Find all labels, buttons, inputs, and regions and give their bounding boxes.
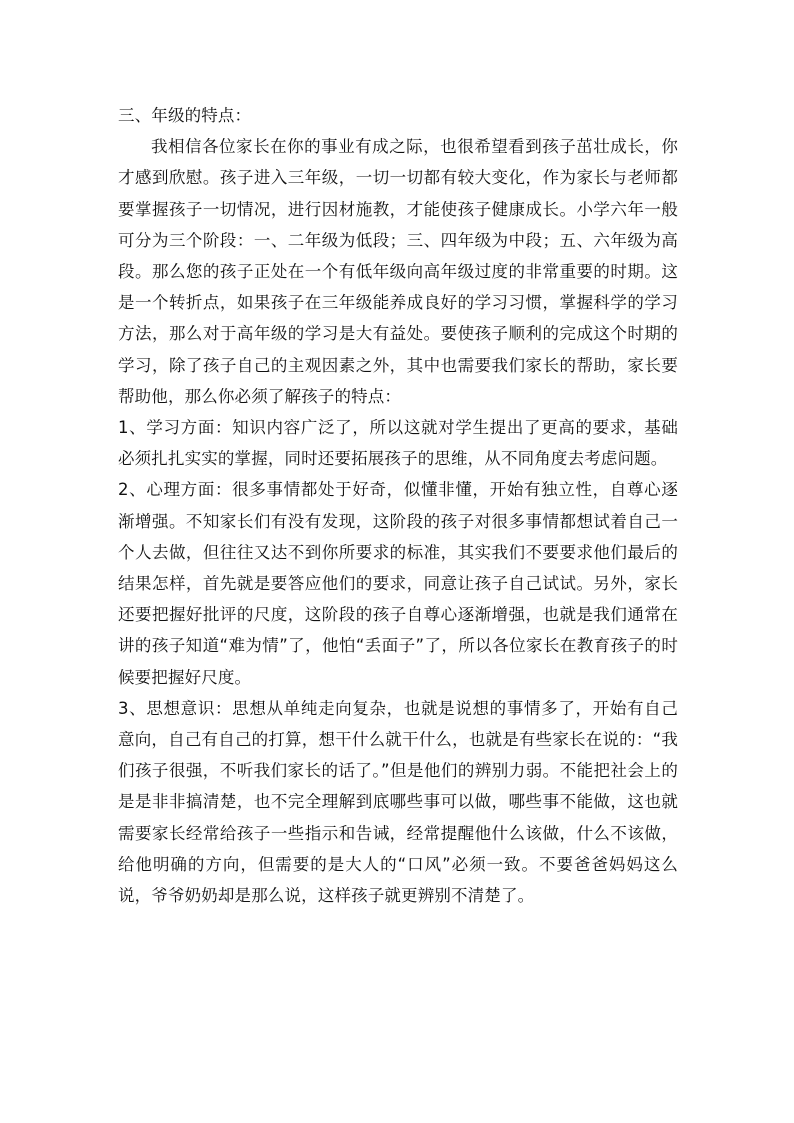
psychology-aspect-paragraph: 2、心理方面：很多事情都处于好奇，似懂非懂，开始有独立性，自尊心逐渐增强。不知家长们有没有发现，这阶段的孩子对很多事情都想试着自己一个人去做，但往往又达不到你所要求的标准，其实我们不要要求他们最后的结果怎样，首先就是要答应他们的要求，同意让孩子自己试试。另外，家长还要把握好批评的尺度，这阶段的孩子自尊心逐渐增强，也就是我们通常在讲的孩子知道“难为情”了，他怕“丢面子”了，所以各位家长在教育孩子的时候要把握好尺度。 [118,480,678,687]
document-body [118,100,678,911]
study-aspect-paragraph: 1、学习方面：知识内容广泛了，所以这就对学生提出了更高的要求，基础必须扎扎实实的掌握，同时还要拓展孩子的思维，从不同角度去考虑问题。 [118,418,678,469]
section-heading: 三、年级的特点： [118,106,252,125]
thinking-aspect-paragraph: 3、思想意识：思想从单纯走向复杂，也就是说想的事情多了，开始有自己意向，自己有自己的打算，想干什么就干什么，也就是有些家长在说的：“我们孩子很强，不听我们家长的话了。”但是他们的辨别力弱。不能把社会上的是是非非搞清楚，也不完全理解到底哪些事可以做，哪些事不能做，这也就需要家长经常给孩子一些指示和告诫，经常提醒他什么该做，什么不该做，给他明确的方向，但需要的是大人的“口风”必须一致。不要爸爸妈妈这么说，爷爷奶奶却是那么说，这样孩子就更辨别不清楚了。 [118,698,678,906]
intro-paragraph: 我相信各位家长在你的事业有成之际，也很希望看到孩子茁壮成长，你才感到欣慰。孩子进入三年级，一切一切都有较大变化，作为家长与老师都要掌握孩子一切情况，进行因材施教，才能使孩子健康成长。小学六年一般可分为三个阶段：一、二年级为低段；三、四年级为中段；五、六年级为高段。那么您的孩子正处在一个有低年级向高年级过度的非常重要的时期。这是一个转折点，如果孩子在三年级能养成良好的学习习惯，掌握科学的学习方法，那么对于高年级的学习是大有益处。要使孩子顺利的完成这个时期的学习，除了孩子自己的主观因素之外，其中也需要我们家长的帮助，家长要帮助他，那么你必须了解孩子的特点： [118,137,678,406]
